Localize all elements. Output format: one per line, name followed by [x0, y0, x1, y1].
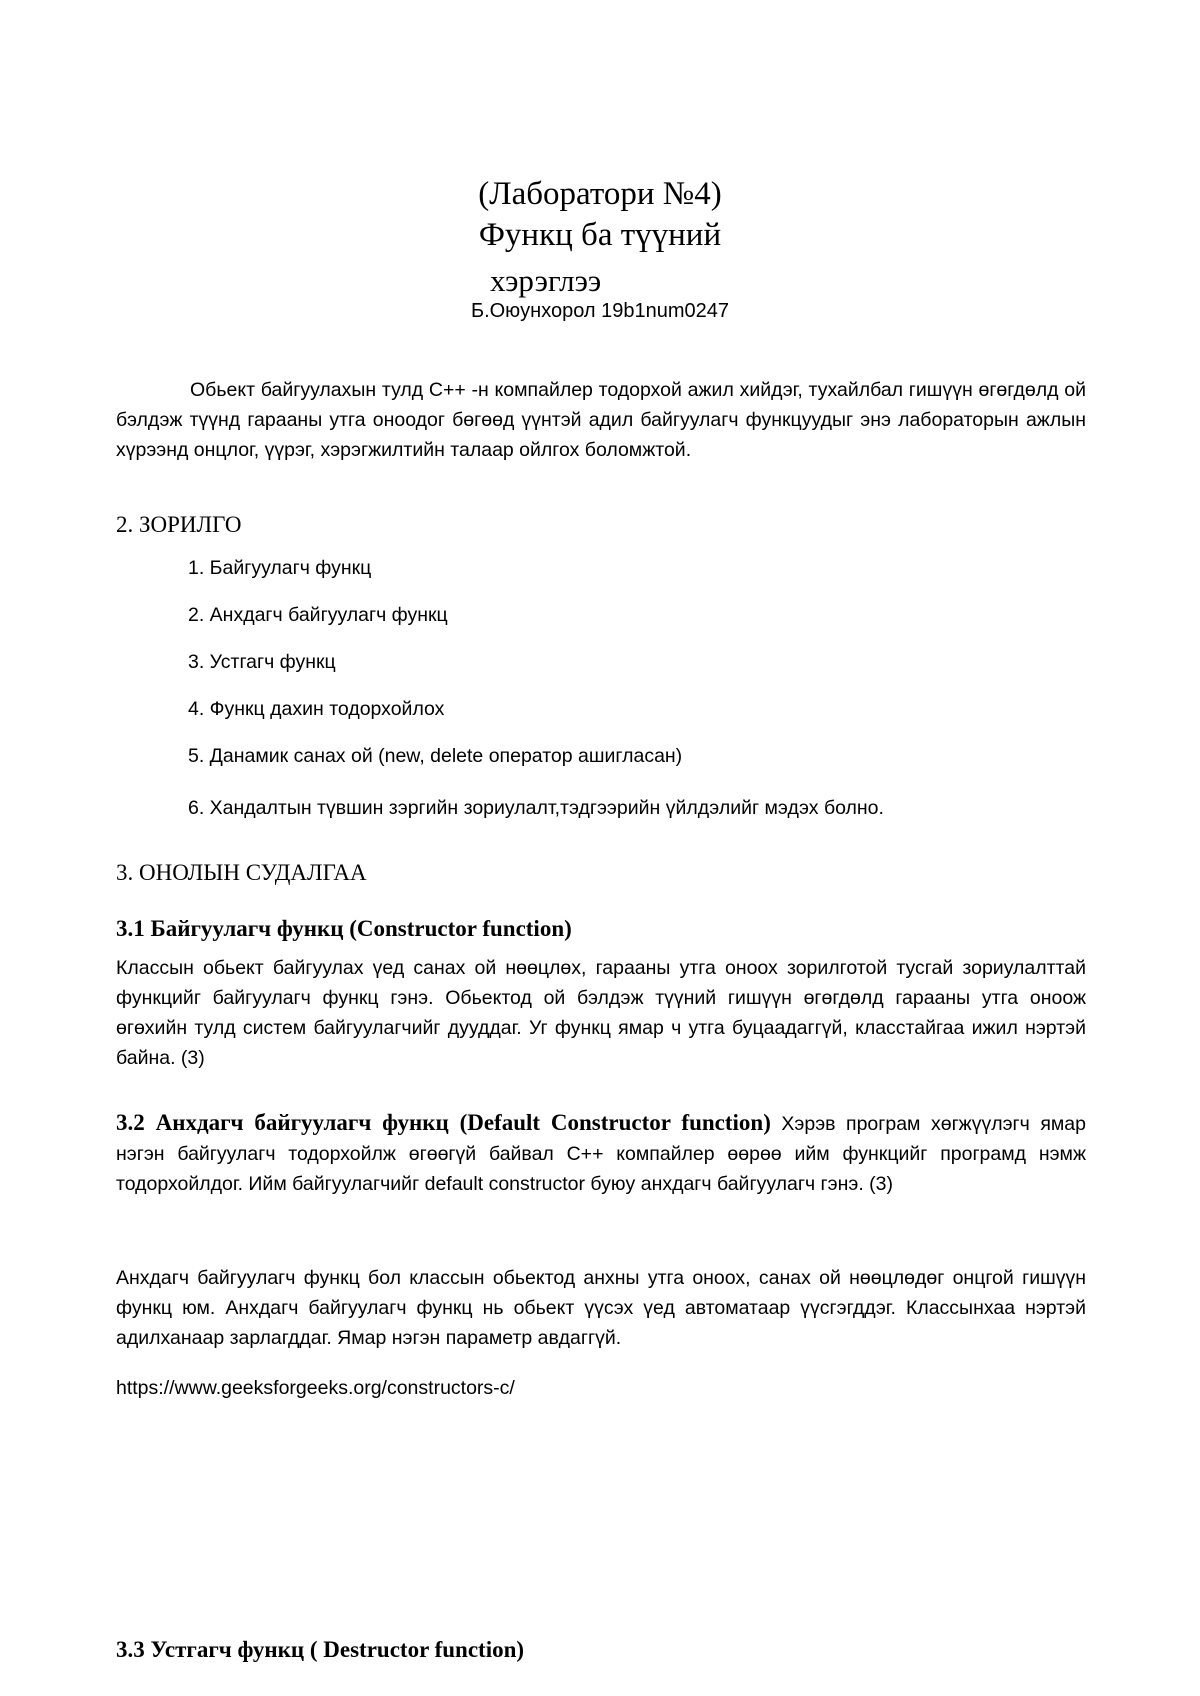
list-item: 2. Анхдагч байгуулагч функц: [188, 604, 448, 626]
section-3-1-heading: 3.1 Байгуулагч функц (Constructor function): [116, 916, 572, 941]
section-3-1-body: Классын обьект байгуулах үед санах ой нөөцлөх, гарааны утга оноох зорилготой тусгай зориулалттай функцийг байгуулагч функц гэнэ. Обьектод ой бэлдэж түүний гишүүн өгөгдөлд гарааны утга оноож өгөхийн тулд систем байгуулагчийг дууддаг. Уг функц ямар ч утга буцаадаггүй, класстайгаа ижил нэртэй байна. (3): [116, 957, 1086, 1069]
reference-link[interactable]: https://www.geeksforgeeks.org/constructors-c/: [116, 1377, 515, 1399]
list-item: 1. Байгуулагч функц: [188, 557, 372, 579]
list-item: 5. Данамик санах ой (new, delete оператор ашигласан): [188, 745, 683, 767]
intro-paragraph: Обьект байгуулахын тулд C++ -н компайлер тодорхой ажил хийдэг, тухайлбал гишүүн өгөгдөлд ой бэлдэж түүнд гарааны утга оноодог бөгөөд үүнтэй адил байгуулагч функцуудыг энэ лабораторын ажлын хүрээнд онцлог, үүрэг, хэрэгжилтийн талаар ойлгох боломжтой.: [116, 379, 1086, 461]
author-line: Б.Оюунхорол 19b1num0247: [470, 300, 730, 322]
section-3-heading: 3. ОНОЛЫН СУДАЛГАА: [116, 860, 367, 885]
section-3-2-heading: 3.2 Анхдагч байгуулагч функц (Default Constructor function): [116, 1110, 771, 1135]
section-3-2-paragraph: [116, 1108, 1086, 1199]
title-line-2: Функц ба түүний: [478, 217, 722, 253]
title-line-1: (Лаборатори №4): [478, 176, 722, 212]
list-item: 6. Хандалтын түвшин зэргийн зориулалт,тэдгээрийн үйлдэлийг мэдэх болно.: [188, 797, 884, 819]
section-3-2-body-2: Анхдагч байгуулагч функц бол классын обьектод анхны утга оноох, санах ой нөөцлөдөг онцгой гишүүн функц юм. Анхдагч байгуулагч функц нь обьект үүсэх үед автоматаар үүсгэгддэг. Классынхаа нэртэй адилханаар зарлагддаг. Ямар нэгэн параметр авдаггүй.: [116, 1267, 1086, 1349]
list-item: 4. Функц дахин тодорхойлох: [188, 698, 445, 720]
title-line-3: хэрэглээ: [490, 263, 602, 298]
list-item: 3. Устгагч функц: [188, 651, 336, 673]
section-2-heading: 2. ЗОРИЛГО: [116, 512, 242, 537]
section-3-3-heading: 3.3 Устгагч функц ( Destructor function): [116, 1637, 525, 1662]
section-3-2-body: Хэрэв програм хөгжүүлэгч ямар нэгэн байгуулагч тодорхойлж өгөөгүй байвал C++ компайлер өөрөө ийм функцийг програмд нэмж тодорхойлдог. Ийм байгуулагчийг default constructor буюу анхдагч байгуулагч гэнэ. (3): [116, 1113, 1086, 1195]
